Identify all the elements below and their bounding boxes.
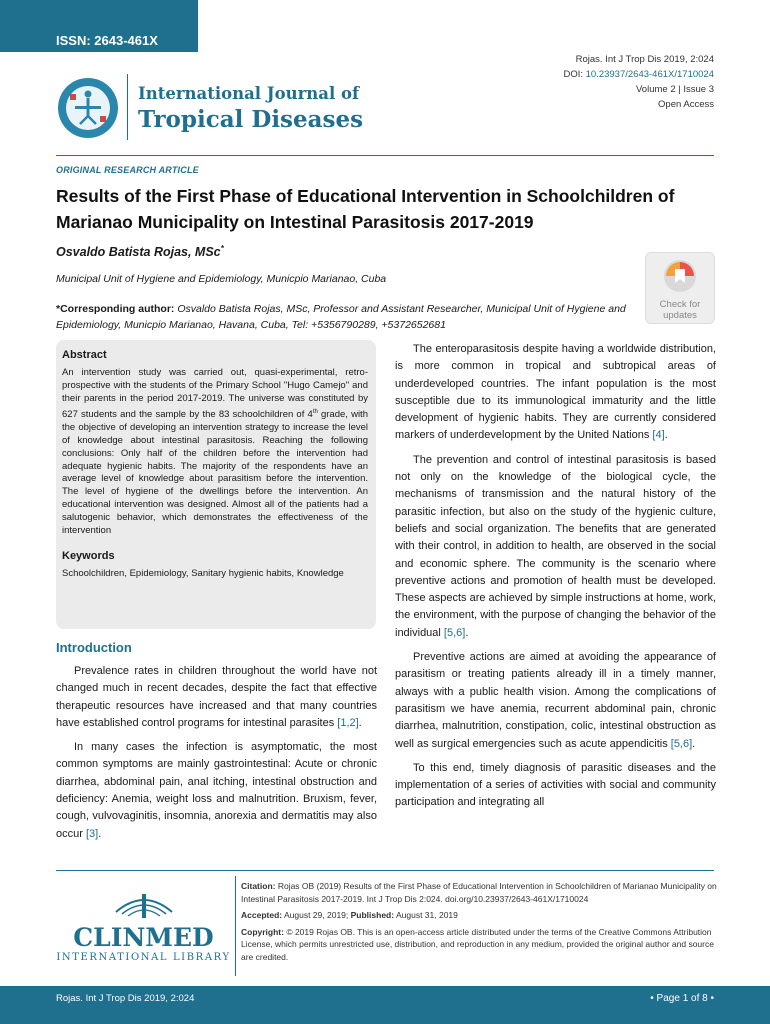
introduction-heading: Introduction xyxy=(56,640,132,655)
author-mark: * xyxy=(220,244,224,253)
reference-link[interactable]: [1,2] xyxy=(337,716,359,729)
right-paragraph-4: To this end, timely diagnosis of parasitic diseases and the implementation of a series of activities with social and community participation and integrating all xyxy=(395,761,716,809)
header-divider xyxy=(56,155,714,156)
reference-link[interactable]: [5,6] xyxy=(443,626,466,639)
author-name: Osvaldo Batista Rojas, MSc xyxy=(56,245,221,260)
right-p2-text: The prevention and control of intestinal parasitosis is based not only on the knowledge of the biological cycle, the mechanisms of transmission and the natural history of the parasitic infection, but also on the study of the hygienic culture, beliefs and social organization. The benefits that are generated with their control, in addition to health, are observed in the social and economic sphere. The community is the scenario where preventive actions and promotion of health must be developed. These aspects are achieved by simple instructions at home, work, the environment, with the purpose of changing the behavior of the individual xyxy=(395,453,716,639)
publication-info xyxy=(563,52,714,112)
footer-divider xyxy=(56,870,714,871)
doi-line xyxy=(563,67,714,82)
reference-link[interactable]: [4] xyxy=(652,429,665,442)
check-updates-icon xyxy=(662,258,698,294)
clinmed-logo-icon xyxy=(56,884,231,964)
issn-banner: ISSN: 2643-461X xyxy=(0,0,198,52)
check-updates-line1: Check for xyxy=(659,299,701,310)
journal-logo-icon xyxy=(56,76,120,140)
accepted-label: Accepted: xyxy=(241,910,283,920)
page-footer xyxy=(0,986,770,1024)
volume-issue: Volume 2 | Issue 3 xyxy=(636,84,714,95)
copyright-label: Copyright: xyxy=(241,926,284,937)
keywords-text: Schoolchildren, Epidemiology, Sanitary hygienic habits, Knowledge xyxy=(62,567,344,579)
right-p3-text: Preventive actions are aimed at avoiding the appearance of parasitism or treating patients already ill in a timely manner, always with a public health vision. Among the complications of parasitism we have anemia, recurrent abdominal pain, chronic diarrhea, malnutrition, constipation, colic, intestinal obstruction as well as surgical emergencies such as acute appendicitis xyxy=(395,651,716,750)
intro-p1-text: Prevalence rates in children throughout the world have not changed much in recent decades, despite the fact that effective therapeutic resources have increased and that many countries have established control programs for intestinal parasites xyxy=(56,665,377,729)
abstract-box xyxy=(56,340,376,629)
accepted-value: August 29, 2019; xyxy=(282,910,351,920)
right-paragraph-1: The enteroparasitosis despite having a worldwide distribution, is more common in tropical and subtropical areas of underdeveloped countries. The infant population is the most susceptible due to its immunological immaturity and the little development of hygienic habits. They are currently considered markers of underdevelopment by the United Nations [4]. xyxy=(395,343,716,442)
author-line xyxy=(56,244,224,259)
check-for-updates-badge[interactable] xyxy=(645,252,715,324)
right-paragraph-3: Preventive actions are aimed at avoiding the appearance of parasitism or treating patients already ill in a timely manner, always with a public health vision. Among the complications of parasitism we have anemia, recurrent abdominal pain, chronic diarrhea, malnutrition, constipation, colic, intestinal obstruction as well as surgical emergencies such as acute appendicitis [5,6]. xyxy=(395,651,716,750)
page-number: • Page 1 of 8 • xyxy=(650,993,714,1004)
intro-paragraph-2: In many cases the infection is asymptomatic, the most common symptoms are mainly gastrointestinal: Acute or chronic diarrhea, abdominal pain, anal itching, intestinal obstruction and deficiency: Anemia, weight loss and malnutrition. Bruxism, fever, cough, vulvovaginitis, insomnia, anorexia and dermatitis may also occur [3]. xyxy=(56,741,377,840)
reference-link[interactable]: [3] xyxy=(85,827,99,840)
open-access-label: Open Access xyxy=(658,99,714,110)
affiliation: Municipal Unit of Hygiene and Epidemiology, Municpio Marianao, Cuba xyxy=(56,273,387,285)
check-updates-line2: updates xyxy=(663,310,697,321)
keywords-heading: Keywords xyxy=(62,549,115,562)
logo-separator xyxy=(127,74,128,140)
copyright-paragraph xyxy=(241,926,717,964)
journal-name-line2: Tropical Diseases xyxy=(138,106,364,133)
article-type-label: ORIGINAL RESEARCH ARTICLE xyxy=(56,165,199,175)
footer-citation: Rojas. Int J Trop Dis 2019, 2:024 xyxy=(56,993,195,1004)
published-value: August 31, 2019 xyxy=(394,910,458,920)
citation-box xyxy=(241,880,717,967)
citation-paragraph xyxy=(241,880,717,905)
doi-link[interactable]: 10.23937/2643-461X/1710024 xyxy=(585,69,714,80)
citation-label: Citation: xyxy=(241,881,276,891)
publisher-sub: INTERNATIONAL LIBRARY xyxy=(56,952,231,963)
abstract-text-part2: grade, with the objective of developing an intervention strategy to increase the level of knowledge about intestinal parasitosis. Reaching the following conclusions: Only half of the children before the intervention had adequate hygienic habits. The majority of the respondents have an average level of knowledge about parasitism before the intervention. The level of hygiene of the dwellings before the intervention. An educational intervention was designed. Almost all of the patients had a salutogenic behavior, which demonstrates the effectiveness of the intervention xyxy=(62,408,368,537)
abstract-text-part1: An intervention study was carried out, quasi-experimental, retro-prospective with the students of the Primary School "Hugo Camejo" and their parents in the period 2017-2019. The universe was constituted by 627 students and the sample by the 83 schoolchildren of 4 xyxy=(62,367,368,420)
journal-name-line1: International Journal of xyxy=(138,84,360,103)
citation-text: Rojas OB (2019) Results of the First Phase of Educational Intervention in Schoolchildren of Marianao Municipality on Intestinal Parasitosis 2017-2019. Int J Trop Dis 2:024. doi.org/10.23937/2643-461X/1710024 xyxy=(241,881,717,904)
abstract-sup: th xyxy=(312,408,318,415)
left-column-body xyxy=(56,663,377,850)
footer-vertical-separator xyxy=(235,876,236,976)
copyright-text: © 2019 Rojas OB. This is an open-access article distributed under the terms of the Creative Commons Attribution License, which permits unrestricted use, distribution, and reproduction in any medium, provided the original author and source are credited. xyxy=(241,926,714,962)
article-title: Results of the First Phase of Educational Intervention in Schoolchildren of Marianao Municipality on Intestinal Parasitosis 2017-2019 xyxy=(56,186,675,232)
corresponding-text: Osvaldo Batista Rojas, MSc, Professor and Assistant Researcher, Municipal Unit of Hygiene and Epidemiology, Municpio Marianao, Havana, Cuba, Tel: +5356790289, +5372652681 xyxy=(56,303,626,331)
publisher-name: CLINMED xyxy=(73,923,214,952)
right-paragraph-2: The prevention and control of intestinal parasitosis is based not only on the knowledge of the biological cycle, the mechanisms of transmission and the natural history of the parasitic infection, but also on the study of the hygienic culture, beliefs and social organization. The benefits that are generated with their control, in addition to health, are observed in the social and economic sphere. The community is the scenario where preventive actions and promotion of health must be developed. These aspects are achieved by simple instructions at home, work, the environment, with the purpose of changing the behavior of the individual [5,6]. xyxy=(395,453,716,639)
abstract-heading: Abstract xyxy=(62,349,107,361)
reference-link[interactable]: [5,6] xyxy=(670,737,693,750)
doi-label: DOI: xyxy=(563,69,583,80)
corresponding-label: *Corresponding author: xyxy=(56,303,175,315)
dates-paragraph xyxy=(241,909,717,922)
intro-p2-text: In many cases the infection is asymptomatic, the most common symptoms are mainly gastrointestinal: Acute or chronic diarrhea, abdominal pain, anal itching, intestinal obstruction and deficiency: Anemia, weight loss and malnutrition. Bruxism, fever, cough, vulvovaginitis, insomnia, anorexia and dermatitis may also occur xyxy=(56,741,377,840)
corresponding-author xyxy=(56,301,636,333)
citation-short: Rojas. Int J Trop Dis 2019, 2:024 xyxy=(575,54,714,65)
right-p1-text: The enteroparasitosis despite having a worldwide distribution, is more common in tropical and subtropical areas of underdeveloped countries. The infant population is the most susceptible due to its immunological immaturity and the little development of hygienic habits. They are currently considered markers of underdevelopment by the United Nations xyxy=(395,343,716,442)
abstract-text xyxy=(62,367,368,538)
right-column-body xyxy=(395,341,716,819)
published-label: Published: xyxy=(350,910,395,920)
intro-paragraph-1: Prevalence rates in children throughout the world have not changed much in recent decades, despite the fact that effective therapeutic resources have increased and that many countries have established control programs for intestinal parasites [1,2]. xyxy=(56,665,377,729)
